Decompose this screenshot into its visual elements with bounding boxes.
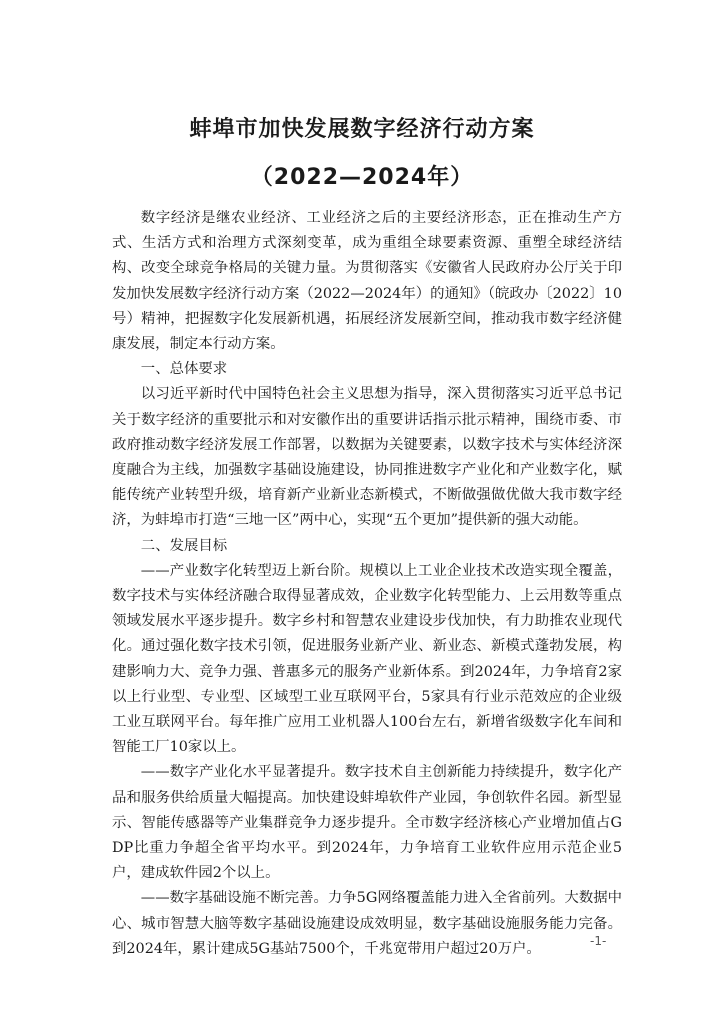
goal-industrial-digitalization-paragraph: ——产业数字化转型迈上新台阶。规模以上工业企业技术改造实现全覆盖，数字技术与实体经济融合取得显著成效，企业数字化转型能力、上云用数等重点领域发展水平逐步提升。数字乡村和智慧农业建设步伐加快，有力助推农业现代化。通过强化数字技术引领，促进服务业新产业、新业态、新模式蓬勃发展，构建影响力大、竞争力强、普惠多元的服务产业新体系。到2024年，力争培育2家以上行业型、专业型、区域型工业互联网平台，5家具有行业示范效应的企业级工业互联网平台。每年推广应用工业机器人100台左右，新增省级数字化车间和智能工厂10家以上。	[112, 562, 622, 756]
general-requirements-paragraph: 以习近平新时代中国特色社会主义思想为指导，深入贯彻落实习近平总书记关于数字经济的重要批示和对安徽作出的重要讲话指示批示精神，围绕市委、市政府推动数字经济发展工作部署，以数据为关键要素，以数字技术与实体经济深度融合为主线，加强数字基础设施建设，协同推进数字产业化和产业数字化，赋能传统产业转型升级，培育新产业新业态新模式，不断做强做优做大我市数字经济，为蚌埠市打造“三地一区”两中心，实现“五个更加”提供新的强大动能。	[112, 386, 622, 529]
intro-paragraph: 数字经济是继农业经济、工业经济之后的主要经济形态，正在推动生产方式、生活方式和治理方式深刻变革，成为重组全球要素资源、重塑全球经济结构、改变全球竞争格局的关键力量。为贯彻落实《安徽省人民政府办公厅关于印发加快发展数字经济行动方案（2022—2024年）的通知》（皖政办〔2022〕10号）精神，把握数字化发展新机遇，拓展经济发展新空间，推动我市数字经济健康发展，制定本行动方案。	[112, 210, 622, 353]
document-body	[112, 206, 622, 962]
page-number: -1-	[590, 934, 607, 948]
document-title: 蚌埠市加快发展数字经济行动方案	[189, 117, 535, 142]
goal-digital-infrastructure-paragraph: ——数字基础设施不断完善。力争5G网络覆盖能力进入全省前列。大数据中心、城市智慧大脑等数字基础设施建设成效明显，数字基础设施服务能力完备。到2024年，累计建成5G基站7500个，千兆宽带用户超过20万户。	[112, 890, 622, 957]
section-heading-general-requirements: 一、总体要求	[140, 361, 228, 378]
section-heading-development-goals: 二、发展目标	[140, 537, 228, 554]
goal-digital-industrialization-paragraph: ——数字产业化水平显著提升。数字技术自主创新能力持续提升，数字化产品和服务供给质量大幅提高。加快建设蚌埠软件产业园，争创软件名园。新型显示、智能传感器等产业集群竞争力逐步提升。全市数字经济核心产业增加值占GDP比重力争超全省平均水平。到2024年，力争培育工业软件应用示范企业5户，建成软件园2个以上。	[112, 764, 622, 882]
document-subtitle: （2022—2024年）	[250, 165, 474, 190]
